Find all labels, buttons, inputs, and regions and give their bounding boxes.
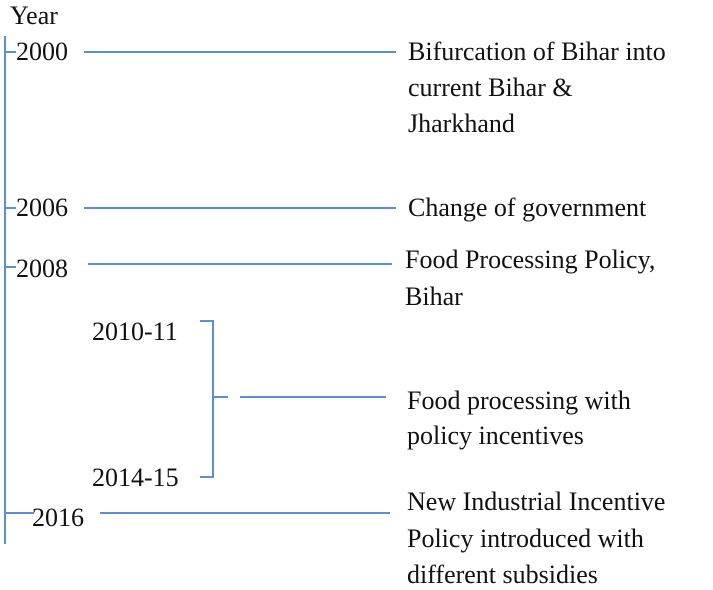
- event-desc-range-line1: Food processing with: [407, 386, 631, 415]
- event-desc-range-line2: policy incentives: [407, 421, 584, 450]
- event-desc-2008-line1: Food Processing Policy,: [405, 245, 656, 274]
- tick-2008: [4, 266, 16, 268]
- year-label-2016: 2016: [32, 503, 84, 532]
- axis-title: Year: [10, 1, 58, 30]
- event-desc-2000-line3: Jharkhand: [408, 109, 515, 138]
- event-desc-2016-line3: different subsidies: [407, 560, 598, 589]
- timeline-axis: [4, 36, 6, 544]
- event-desc-2000-line2: current Bihar &: [408, 73, 573, 102]
- tick-2000: [4, 51, 16, 53]
- year-label-2000: 2000: [16, 37, 68, 66]
- event-desc-2016-line1: New Industrial Incentive: [407, 487, 666, 516]
- connector-2000: [84, 51, 396, 53]
- year-label-range-start: 2010-11: [92, 317, 178, 346]
- year-label-range-end: 2014-15: [92, 463, 179, 492]
- year-label-2008: 2008: [16, 254, 68, 283]
- event-desc-2006-line1: Change of government: [408, 193, 647, 222]
- connector-2008: [88, 263, 392, 265]
- connector-2016: [100, 512, 390, 514]
- connector-2006: [84, 207, 396, 209]
- event-desc-2008-line2: Bihar: [405, 282, 463, 311]
- year-label-2006: 2006: [16, 193, 68, 222]
- range-bracket: [200, 320, 214, 478]
- event-desc-2016-line2: Policy introduced with: [407, 524, 644, 553]
- connector-range: [240, 396, 386, 398]
- event-desc-2000-line1: Bifurcation of Bihar into: [408, 37, 666, 66]
- tick-2006: [4, 207, 16, 209]
- tick-2016: [4, 512, 34, 514]
- bracket-stub: [214, 396, 228, 398]
